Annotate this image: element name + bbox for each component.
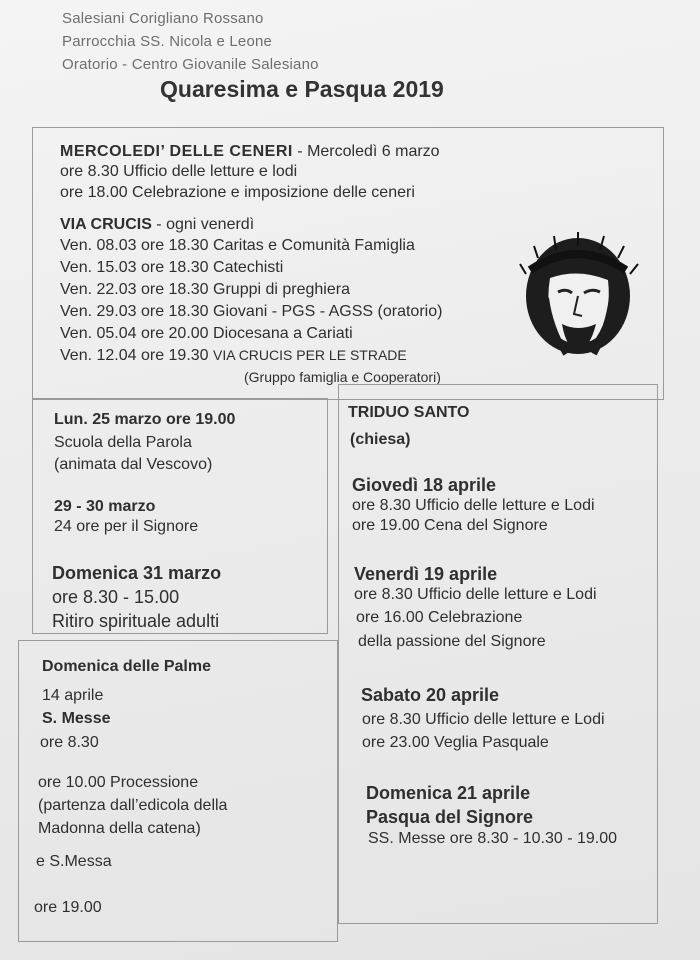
ceneri-item: ore 8.30 Ufficio delle letture e lodi xyxy=(60,163,298,180)
event-title: Domenica 31 marzo xyxy=(52,563,222,583)
via-crucis-item: Ven. 29.03 ore 18.30 Giovani - PGS - AGSS (oratorio) xyxy=(60,303,443,320)
triduo-location: (chiesa) xyxy=(350,431,411,448)
giovedi-title: Giovedì 18 aprile xyxy=(352,475,497,495)
event-title: Lun. 25 marzo ore 19.00 xyxy=(54,411,236,428)
page-title: Quaresima e Pasqua 2019 xyxy=(160,76,444,102)
pasqua-title: Pasqua del Signore xyxy=(366,807,534,827)
event-title: 29 - 30 marzo xyxy=(54,498,156,515)
event-line: Ritiro spirituale adulti xyxy=(52,611,220,631)
domenica-title: Domenica 21 aprile xyxy=(366,783,531,803)
venerdi-line: ore 16.00 Celebrazione xyxy=(356,609,523,626)
palme-procession: ore 10.00 Processione xyxy=(38,774,199,791)
ceneri-item: ore 18.00 Celebrazione e imposizione delle ceneri xyxy=(60,184,415,201)
event-line: ore 8.30 - 15.00 xyxy=(52,587,180,607)
sabato-line: ore 23.00 Veglia Pasquale xyxy=(362,734,549,751)
venerdi-title: Venerdì 19 aprile xyxy=(354,564,498,584)
sabato-line: ore 8.30 Ufficio delle letture e Lodi xyxy=(362,711,605,728)
palme-procession: Madonna della catena) xyxy=(38,820,201,837)
via-crucis-title: VIA CRUCIS xyxy=(60,216,152,233)
venerdi-line: della passione del Signore xyxy=(358,633,546,650)
event-line: (animata dal Vescovo) xyxy=(54,456,213,473)
palme-time: ore 19.00 xyxy=(34,899,102,916)
triduo-title: TRIDUO SANTO xyxy=(348,404,470,421)
header-parish: Parrocchia SS. Nicola e Leone xyxy=(62,33,273,50)
via-crucis-item xyxy=(60,347,407,365)
sabato-title: Sabato 20 aprile xyxy=(361,685,500,705)
christ-crown-of-thorns-image xyxy=(516,228,640,368)
via-crucis-header xyxy=(60,216,254,234)
giovedi-line: ore 19.00 Cena del Signore xyxy=(352,517,548,534)
via-crucis-item-time: Ven. 12.04 ore 19.30 xyxy=(60,347,214,364)
palme-procession: (partenza dall’edicola della xyxy=(38,797,228,814)
via-crucis-streets: VIA CRUCIS PER LE STRADE xyxy=(213,347,407,363)
event-line: Scuola della Parola xyxy=(54,434,192,451)
domenica-line: SS. Messe ore 8.30 - 10.30 - 19.00 xyxy=(368,830,618,847)
header-org: Salesiani Corigliano Rossano xyxy=(62,10,264,27)
via-crucis-note: (Gruppo famiglia e Cooperatori) xyxy=(244,369,441,385)
via-crucis-subtitle: - ogni venerdì xyxy=(151,216,255,233)
ceneri-title: MERCOLEDI’ DELLE CENERI xyxy=(60,143,293,160)
palme-date: 14 aprile xyxy=(42,687,104,704)
via-crucis-item: Ven. 15.03 ore 18.30 Catechisti xyxy=(60,259,284,276)
via-crucis-item: Ven. 22.03 ore 18.30 Gruppi di preghiera xyxy=(60,281,350,298)
venerdi-line: ore 8.30 Ufficio delle letture e Lodi xyxy=(354,586,597,603)
palme-time: ore 8.30 xyxy=(40,734,99,751)
ceneri-header xyxy=(60,143,440,161)
via-crucis-item: Ven. 08.03 ore 18.30 Caritas e Comunità Famiglia xyxy=(60,237,415,254)
palme-procession: e S.Messa xyxy=(36,853,112,870)
via-crucis-item: Ven. 05.04 ore 20.00 Diocesana a Cariati xyxy=(60,325,353,342)
giovedi-line: ore 8.30 Ufficio delle letture e Lodi xyxy=(352,497,595,514)
event-line: 24 ore per il Signore xyxy=(54,518,199,535)
header-oratory: Oratorio - Centro Giovanile Salesiano xyxy=(62,56,319,73)
ceneri-date: - Mercoledì 6 marzo xyxy=(292,143,440,160)
palme-messe-label: S. Messe xyxy=(42,710,111,727)
palme-title: Domenica delle Palme xyxy=(42,658,211,675)
